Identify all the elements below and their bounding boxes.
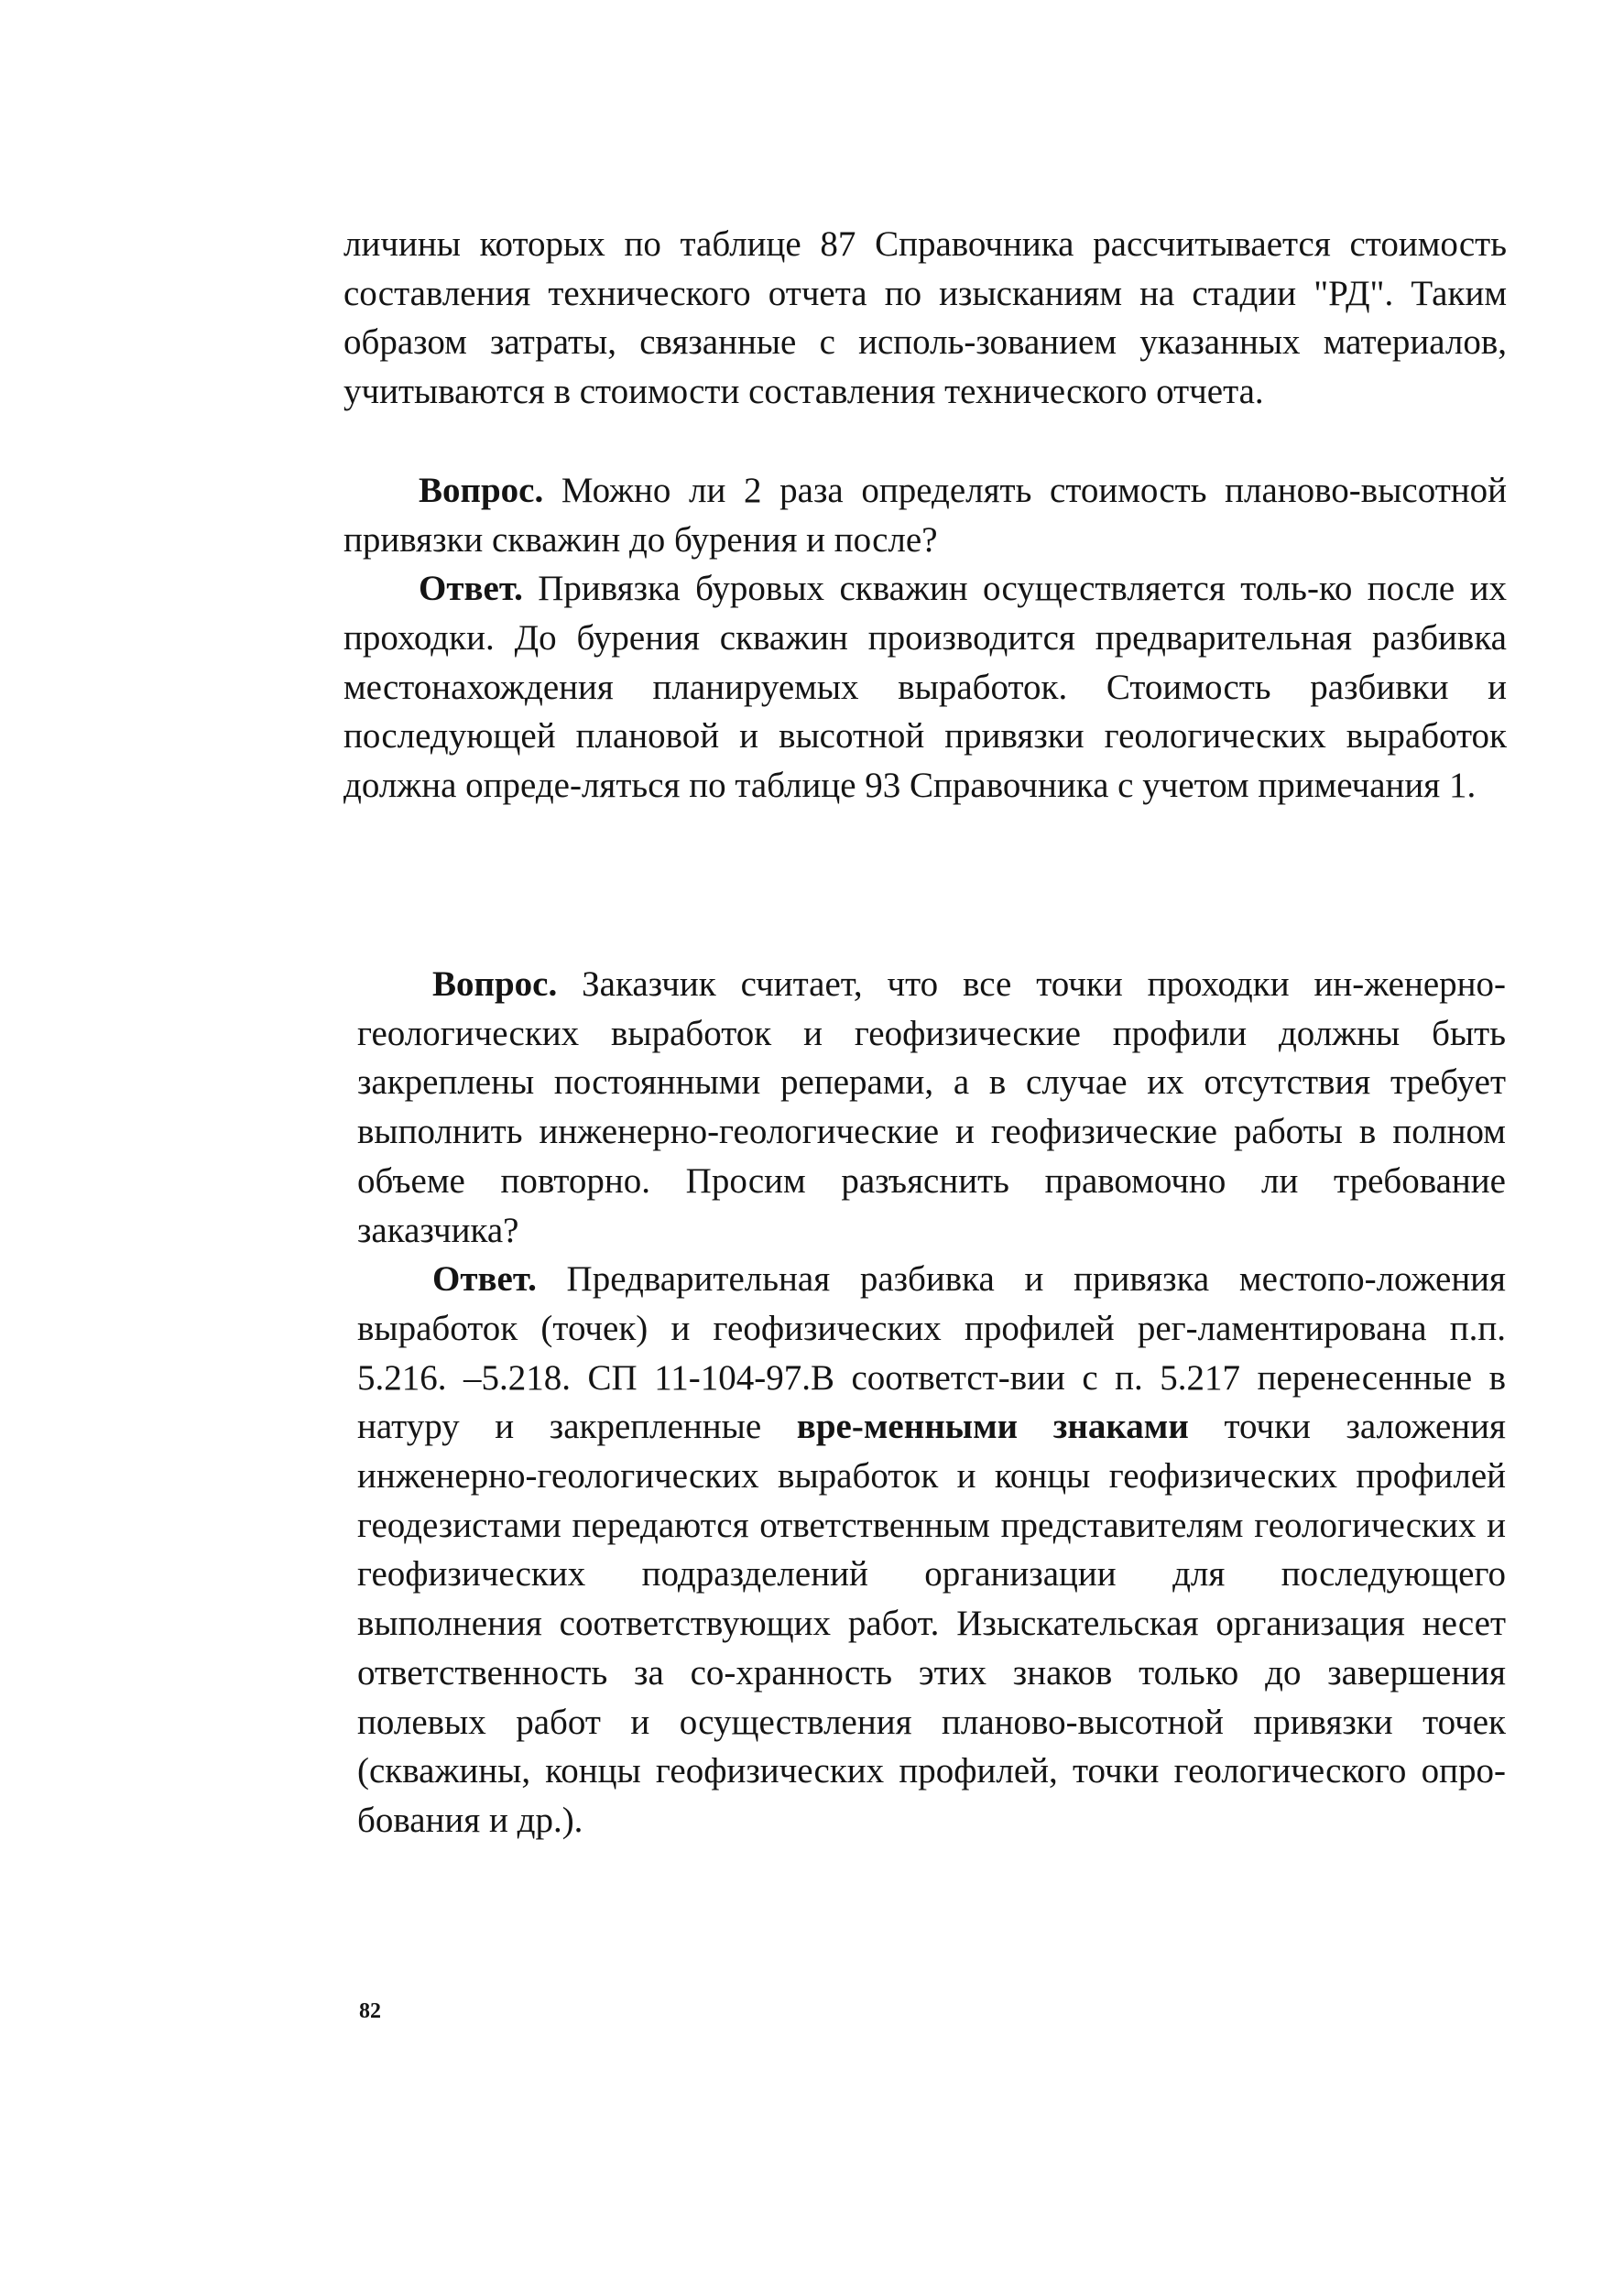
answer-2-text-part-2: точки заложения инженерно-геологических выработок и концы геофизических профилей геодезистами передаются ответственным представителям геологических и геофизических подразделений организации для последующего выполнения соответствующих работ. Изыскательская организация несет ответственность за со-хранность этих знаков только до завершения полевых работ и осуществления планово-высотной привязки точек (скважины, концы геофизических профилей, точки геологического опро-бования и др.). [357,1407,1506,1840]
question-2-text: Заказчик считает, что все точки проходки ин-женерно-геологических выработок и геофизические профили должны быть закреплены постоянными реперами, а в случае их отсутствия требует выполнить инженерно-геологические и геофизические работы в полном объеме повторно. Просим разъяснить правомочно ли требование заказчика? [357,964,1506,1250]
question-2-label: Вопрос. [432,964,558,1004]
answer-1-label: Ответ. [419,569,523,609]
question-2-paragraph [357,960,1506,1255]
question-1-label: Вопрос. [419,470,544,510]
text-block-1 [343,220,1507,811]
answer-2-text-part-1: Предварительная разбивка и привязка местопо-ложения выработок (точек) и геофизических профилей рег-ламентирована п.п. 5.216. –5.218. СП 11-104-97.В соответст-вии с п. 5.217 перенесенные в натуру и закрепленные [357,1259,1506,1447]
answer-2-bold-text: вре-менными знаками [796,1407,1189,1447]
answer-1-paragraph [343,564,1507,811]
question-1-text: Можно ли 2 раза определять стоимость планово-высотной привязки скважин до бурения и после? [343,470,1507,560]
answer-2-label: Ответ. [432,1259,537,1300]
text-block-2 [357,960,1506,1845]
question-1-paragraph [343,466,1507,564]
answer-1-text: Привязка буровых скважин осуществляется толь-ко после их проходки. До бурения скважин производится предварительная разбивка местонахождения планируемых выработок. Стоимость разбивки и последующей плановой и высотной привязки геологических выработок должна опреде-ляться по таблице 93 Справочника с учетом примечания 1. [343,569,1507,806]
page-number: 82 [359,1999,381,2023]
answer-2-paragraph [357,1255,1506,1845]
intro-paragraph: личины которых по таблице 87 Справочника рассчитывается стоимость составления технического отчета по изысканиям на стадии "РД". Таким образом затраты, связанные с исполь-зованием указанных материалов, учитываются в стоимости составления технического отчета. [343,224,1507,412]
